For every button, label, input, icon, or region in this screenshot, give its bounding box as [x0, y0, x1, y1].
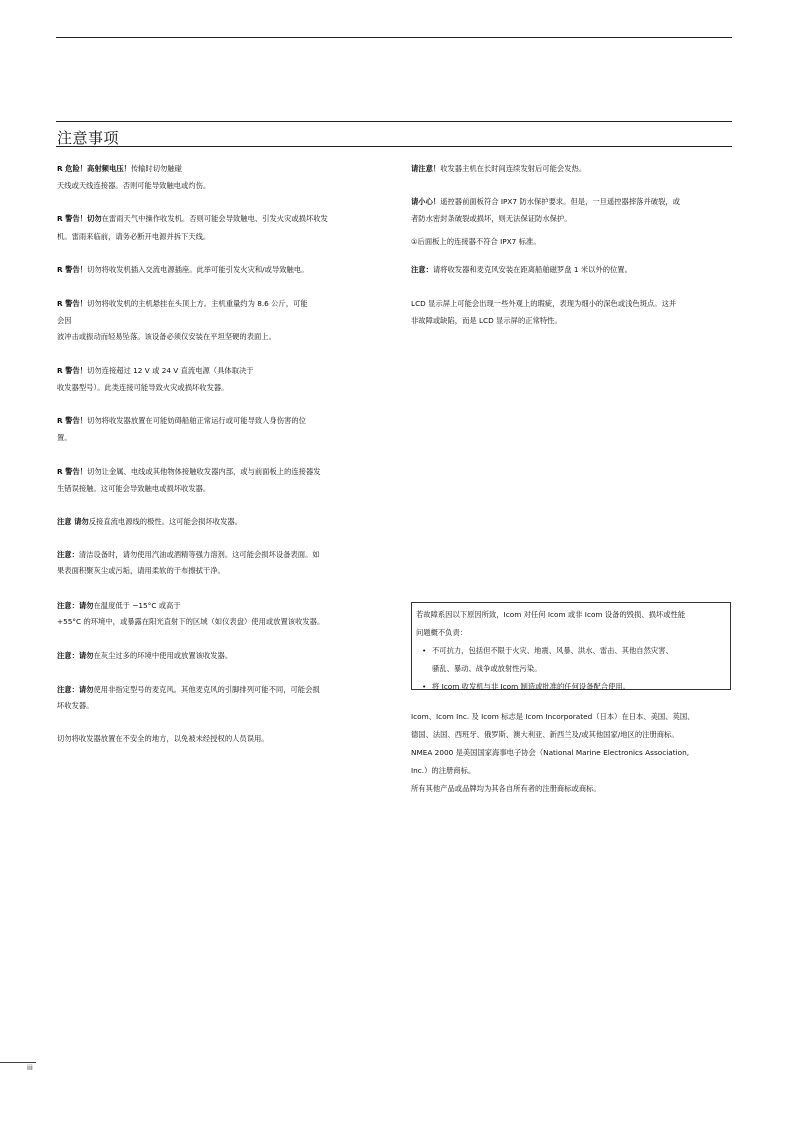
warning-line: R 警告！切勿连接超过 12 V 或 24 V 直流电源（具体取决于: [57, 366, 254, 375]
caution-line: 者防水密封条破裂或损坏，则无法保证防水保护。: [411, 214, 572, 223]
section-top-rule: [56, 121, 732, 122]
note-line: 非故障或缺陷，而是 LCD 显示屏的正常特性。: [411, 316, 562, 325]
top-rule: [56, 37, 732, 38]
warning-line: 收发器型号）。此类连接可能导致火灾或损坏收发器。: [57, 383, 229, 392]
trademark-line: 德国、法国、西班牙、俄罗斯、澳大利亚、新西兰及/或其他国家/地区的注册商标。: [411, 730, 679, 739]
warning-line: 波冲击或振动而轻易坠落。该设备必须仅安装在平坦坚硬的表面上。: [57, 332, 276, 341]
trademark-line: Icom、Icom Inc. 及 Icom 标志是 Icom Incorporated（日本）在日本、美国、英国、: [411, 712, 695, 721]
disclaimer-item-continued: 骚乱、暴动、战争或放射性污染。: [432, 664, 542, 673]
trademark-notice: [411, 708, 733, 798]
caution-line: +55°C 的环境中，或暴露在阳光直射下的区域（如仪表盘）使用或放置该收发器。: [57, 617, 325, 626]
warning-line: R 警告！切勿将收发器放置在可能妨碍船舶正常运行或可能导致人身伤害的位: [57, 416, 306, 425]
caution-line: 注意：请将收发器和麦克风安装在距离船舶磁罗盘 1 米以外的位置。: [411, 265, 632, 274]
caution-line: 坏收发器。: [57, 701, 94, 710]
section-title: 注意事项: [57, 129, 120, 147]
note-line: ①后面板上的连接器不符合 IPX7 标准。: [411, 237, 541, 246]
warning-line: R 警告！切勿在雷雨天气中操作收发机。否则可能会导致触电、引发火灾或损坏收发: [57, 214, 328, 223]
trademark-line: 所有其他产品或品牌均为其各自所有者的注册商标或商标。: [411, 784, 601, 793]
warning-line: R 警告！切勿让金属、电线或其他物体接触收发器内部，或与前面板上的连接器发: [57, 467, 321, 476]
disclaimer-list: [416, 642, 726, 696]
disclaimer-box: [411, 602, 731, 690]
warning-line: 生错误接触。这可能会导致触电或损坏收发器。: [57, 484, 211, 493]
disclaimer-intro: 若故障系因以下原因所致，Icom 对任何 Icom 或非 Icom 设备的毁损、损坏或性能: [416, 610, 686, 619]
note-line: LCD 显示屏上可能会出现一些外观上的瑕疵，表现为细小的深色或浅色斑点。这并: [411, 299, 677, 308]
warning-line: R 警告！切勿将收发机插入交流电源插座。此举可能引发火灾和/或导致触电。: [57, 265, 309, 274]
trademark-line: Inc.）的注册商标。: [411, 766, 476, 775]
page-number: iii: [27, 1064, 33, 1072]
warning-line: 机。雷雨来临前，请务必断开电源并拆下天线。: [57, 232, 211, 241]
disclaimer-item: • 不可抗力，包括但不限于火灾、地震、风暴、洪水、雷击、其他自然灾害、: [422, 642, 726, 660]
caution-line: 注意：请勿使用非指定型号的麦克风。其他麦克风的引脚排列可能不同，可能会损: [57, 685, 320, 694]
disclaimer-item: • 将 Icom 收发机与非 Icom 制造或批准的任何设备配合使用。: [422, 678, 726, 696]
disclaimer-intro: 问题概不负责：: [416, 628, 468, 637]
warning-line: R 危险！高射频电压！传输时切勿触碰: [57, 164, 182, 173]
caution-line: 切勿将收发器放置在不安全的地方，以免被未经授权的人员误用。: [57, 734, 269, 743]
warning-line: R 警告！切勿将收发机的主机悬挂在头顶上方。主机重量约为 8.6 公斤，可能: [57, 299, 308, 308]
caution-line: 注意：请勿在温度低于 −15°C 或高于: [57, 601, 181, 610]
caution-line: 请小心！遥控器前面板符合 IPX7 防水保护要求。但是，一旦遥控器摔落并破裂，或: [411, 197, 680, 206]
warning-line: 置。: [57, 433, 72, 442]
caution-line: 注意：请勿在灰尘过多的环境中使用或放置该收发器。: [57, 651, 233, 660]
section-bottom-rule: [56, 146, 732, 147]
caution-line: 果表面积聚灰尘或污垢，请用柔软的干布擦拭干净。: [57, 566, 225, 575]
caution-line: 注意 请勿反接直流电源线的极性。这可能会损坏收发器。: [57, 517, 242, 526]
footer-rule: [0, 1062, 36, 1063]
caution-line: 请注意！收发器主机在长时间连续发射后可能会发热。: [411, 164, 587, 173]
caution-line: 注意：清洁设备时，请勿使用汽油或酒精等强力溶剂。这可能会损坏设备表面。如: [57, 550, 320, 559]
warning-line: 天线或天线连接器。否则可能导致触电或灼伤。: [57, 181, 211, 190]
warning-line: 会因: [57, 316, 72, 325]
trademark-line: NMEA 2000 是美国国家海事电子协会（National Marine Electronics Association,: [411, 748, 690, 757]
